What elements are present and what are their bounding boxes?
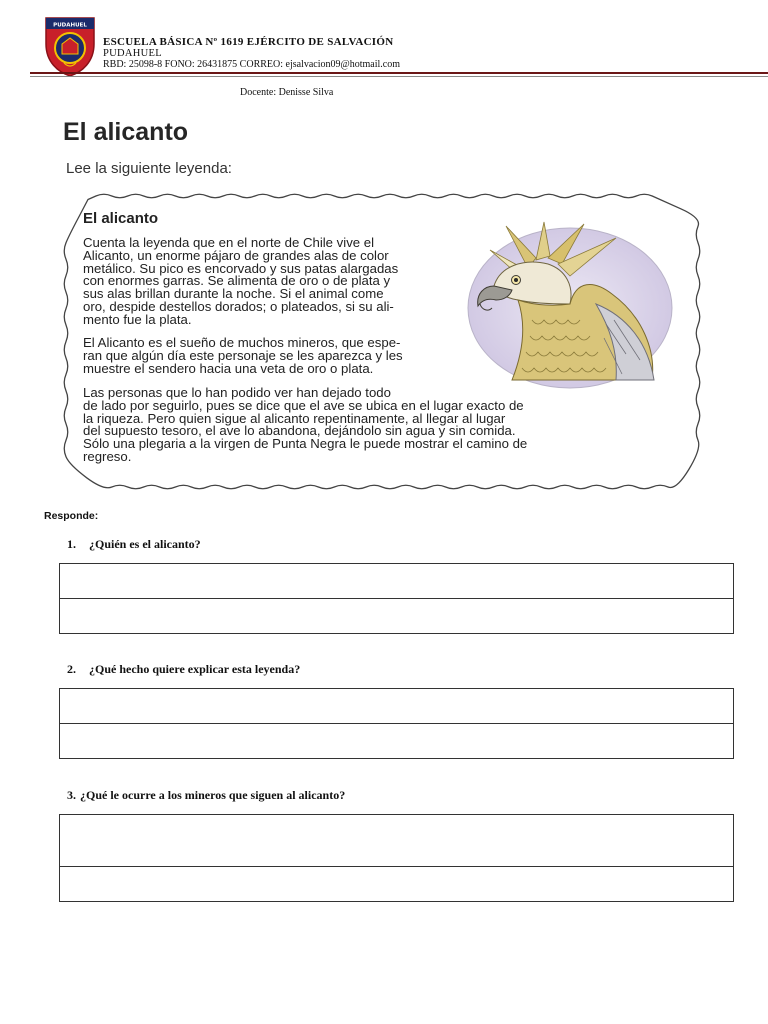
answer-box-3[interactable]: [59, 814, 734, 902]
answer-line[interactable]: [60, 815, 733, 867]
legend-paragraph-3: [83, 387, 527, 464]
answer-box-2[interactable]: [59, 688, 734, 759]
answer-line[interactable]: [60, 689, 733, 724]
legend-paragraph-1: [83, 237, 398, 327]
legend-title: El alicanto: [83, 210, 159, 227]
worksheet-instruction: Lee la siguiente leyenda:: [66, 160, 232, 177]
question-2: [67, 662, 300, 677]
question-text: ¿Qué le ocurre a los mineros que siguen al alicanto?: [80, 788, 346, 802]
question-3: [67, 788, 345, 803]
header-rule-thin: [30, 76, 768, 77]
legend-line: regreso.: [83, 448, 132, 464]
header-rule: [30, 72, 768, 74]
question-number: 1.: [67, 537, 76, 551]
teacher-name: Docente: Denisse Silva: [240, 87, 334, 98]
legend-line: la riqueza. Pero quien sigue al alicanto repentinamente, al llegar al lugar: [83, 410, 506, 426]
question-number: 3.: [67, 788, 76, 802]
school-name: ESCUELA BÁSICA Nº 1619 EJÉRCITO DE SALVACIÓN: [103, 36, 394, 48]
question-text: ¿Qué hecho quiere explicar esta leyenda?: [89, 662, 301, 676]
school-contact: RBD: 25098-8 FONO: 26431875 CORREO: ejsalvacion09@hotmail.com: [103, 59, 400, 70]
answer-line[interactable]: [60, 724, 733, 758]
worksheet-title: El alicanto: [63, 118, 189, 146]
legend-line: de lado por seguirlo, pues se dice que el ave se ubica en el lugar exacto de: [83, 397, 524, 413]
alicanto-bird-illustration: [466, 220, 676, 390]
answer-line[interactable]: [60, 599, 733, 633]
legend-line: oro, despide destellos dorados; o plateados, si su ali-: [83, 298, 394, 314]
legend-line: ran que algún día este personaje se les aparezca y les: [83, 347, 403, 363]
legend-line: sus alas brillan durante la noche. Si el animal come: [83, 286, 384, 302]
legend-line: del supuesto tesoro, el ave lo abandona, dejándolo sin agua y sin comida.: [83, 423, 516, 439]
svg-text:PUDAHUEL: PUDAHUEL: [53, 22, 87, 29]
legend-line: Cuenta la leyenda que en el norte de Chile vive el: [83, 235, 375, 250]
legend-line: Sólo una plegaria a la virgen de Punta Negra le puede mostrar el camino de: [83, 436, 528, 452]
question-number: 2.: [67, 662, 76, 676]
question-1: [67, 537, 201, 552]
legend-line: metálico. Su pico es encorvado y sus patas alargadas: [83, 260, 399, 276]
legend-line: Alicanto, un enorme pájaro de grandes alas de color: [83, 247, 389, 263]
legend-paragraph-2: [83, 337, 403, 375]
legend-box: [60, 190, 704, 493]
legend-line: Las personas que lo han podido ver han dejado todo: [83, 385, 391, 400]
question-text: ¿Quién es el alicanto?: [89, 537, 201, 551]
answer-box-1[interactable]: [59, 563, 734, 634]
legend-line: con enormes garras. Se alimenta de oro o de plata y: [83, 273, 391, 289]
legend-line: muestre el sendero hacia una veta de oro o plata.: [83, 360, 374, 376]
school-city: PUDAHUEL: [103, 48, 162, 59]
answer-line[interactable]: [60, 564, 733, 599]
legend-line: El Alicanto es el sueño de muchos mineros, que espe-: [83, 335, 401, 350]
legend-line: mento fue la plata.: [83, 311, 192, 327]
answer-line[interactable]: [60, 867, 733, 901]
responde-label: Responde:: [44, 510, 99, 522]
school-logo: [42, 14, 98, 78]
